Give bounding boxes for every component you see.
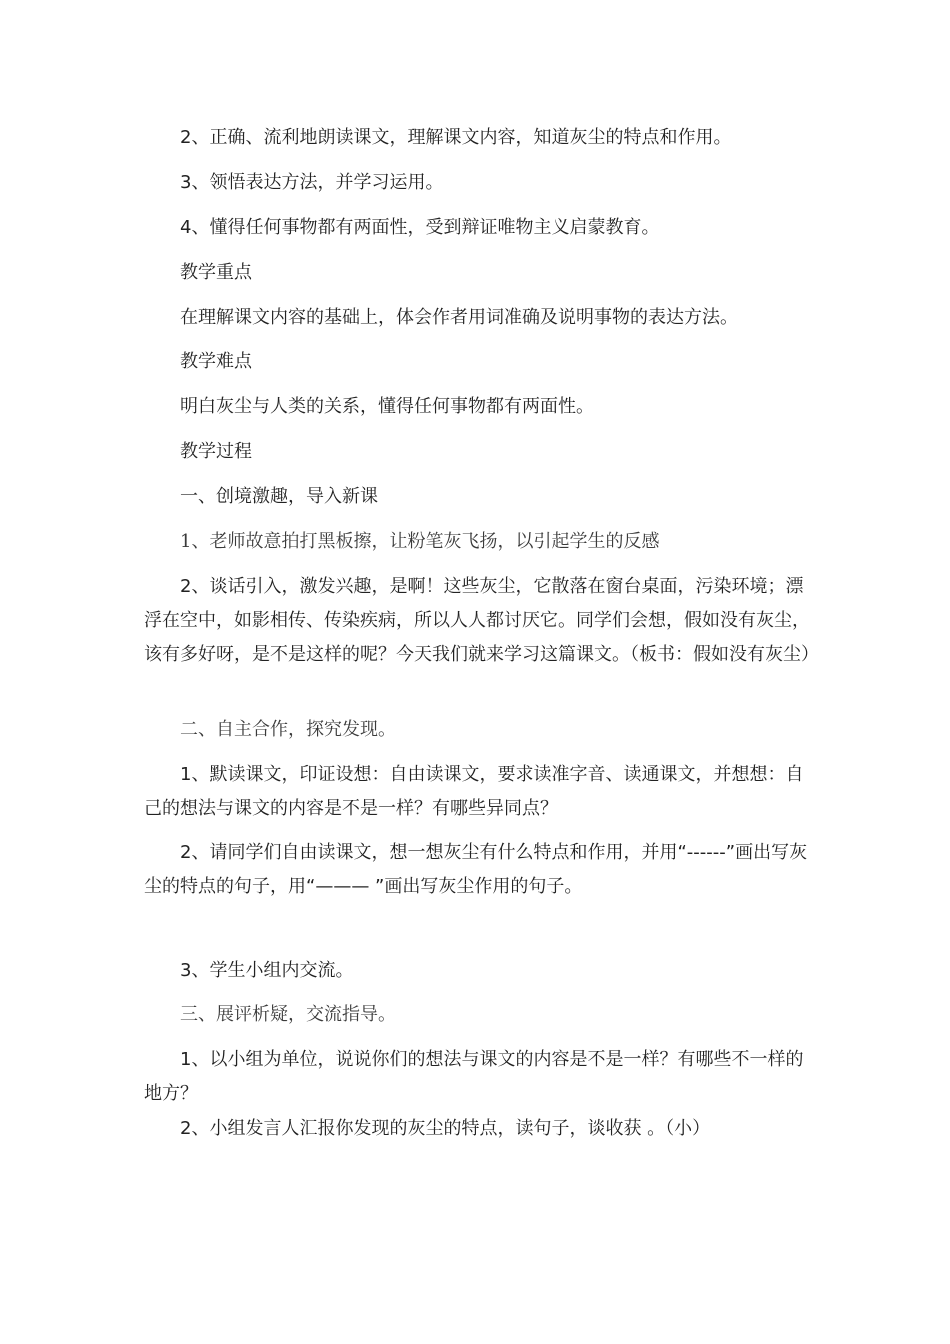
section-three-heading: 三、展评析疑，交流指导。: [180, 1004, 396, 1025]
step-1-1: 1、老师故意拍打黑板擦，让粉笔灰飞扬，以引起学生的反感: [180, 531, 660, 552]
step-1-2: 2、谈话引入，激发兴趣，是啊！这些灰尘，它散落在窗台桌面，污染环境；漂浮在空中，如影相传、传染疾病，所以人人都讨厌它。同学们会想，假如没有灰尘，该有多好呀，是不是这样的呢？今天我们就来学习这篇课文。（板书：假如没有灰尘）: [144, 576, 819, 665]
key-points-text: 在理解课文内容的基础上，体会作者用词准确及说明事物的表达方法。: [180, 307, 738, 328]
objective-4: 4、懂得任何事物都有两面性，受到辩证唯物主义启蒙教育。: [180, 217, 660, 238]
heading-difficulties: 教学难点: [180, 351, 252, 372]
difficulties-text: 明白灰尘与人类的关系，懂得任何事物都有两面性。: [180, 396, 594, 417]
section-two-heading: 二、自主合作，探究发现。: [180, 719, 396, 740]
objective-2: 2、正确、流利地朗读课文，理解课文内容，知道灰尘的特点和作用。: [180, 127, 732, 148]
step-2-1: 1、默读课文，印证设想：自由读课文，要求读准字音、读通课文，并想想：自己的想法与课文的内容是不是一样？有哪些异同点？: [144, 764, 804, 819]
heading-key-points: 教学重点: [180, 262, 252, 283]
step-2-2: 2、请同学们自由读课文，想一想灰尘有什么特点和作用，并用“------”画出写灰尘的特点的句子，用“——— ”画出写灰尘作用的句子。: [144, 842, 808, 897]
objective-3: 3、领悟表达方法，并学习运用。: [180, 172, 444, 193]
step-2-3: 3、学生小组内交流。: [180, 960, 354, 981]
section-one-heading: 一、创境激趣，导入新课: [180, 486, 378, 507]
heading-process: 教学过程: [180, 441, 252, 462]
step-3-1: 1、以小组为单位，说说你们的想法与课文的内容是不是一样？有哪些不一样的地方？: [144, 1049, 804, 1104]
step-3-2: 2、小组发言人汇报你发现的灰尘的特点，读句子，谈收获 。（小）: [180, 1118, 711, 1139]
